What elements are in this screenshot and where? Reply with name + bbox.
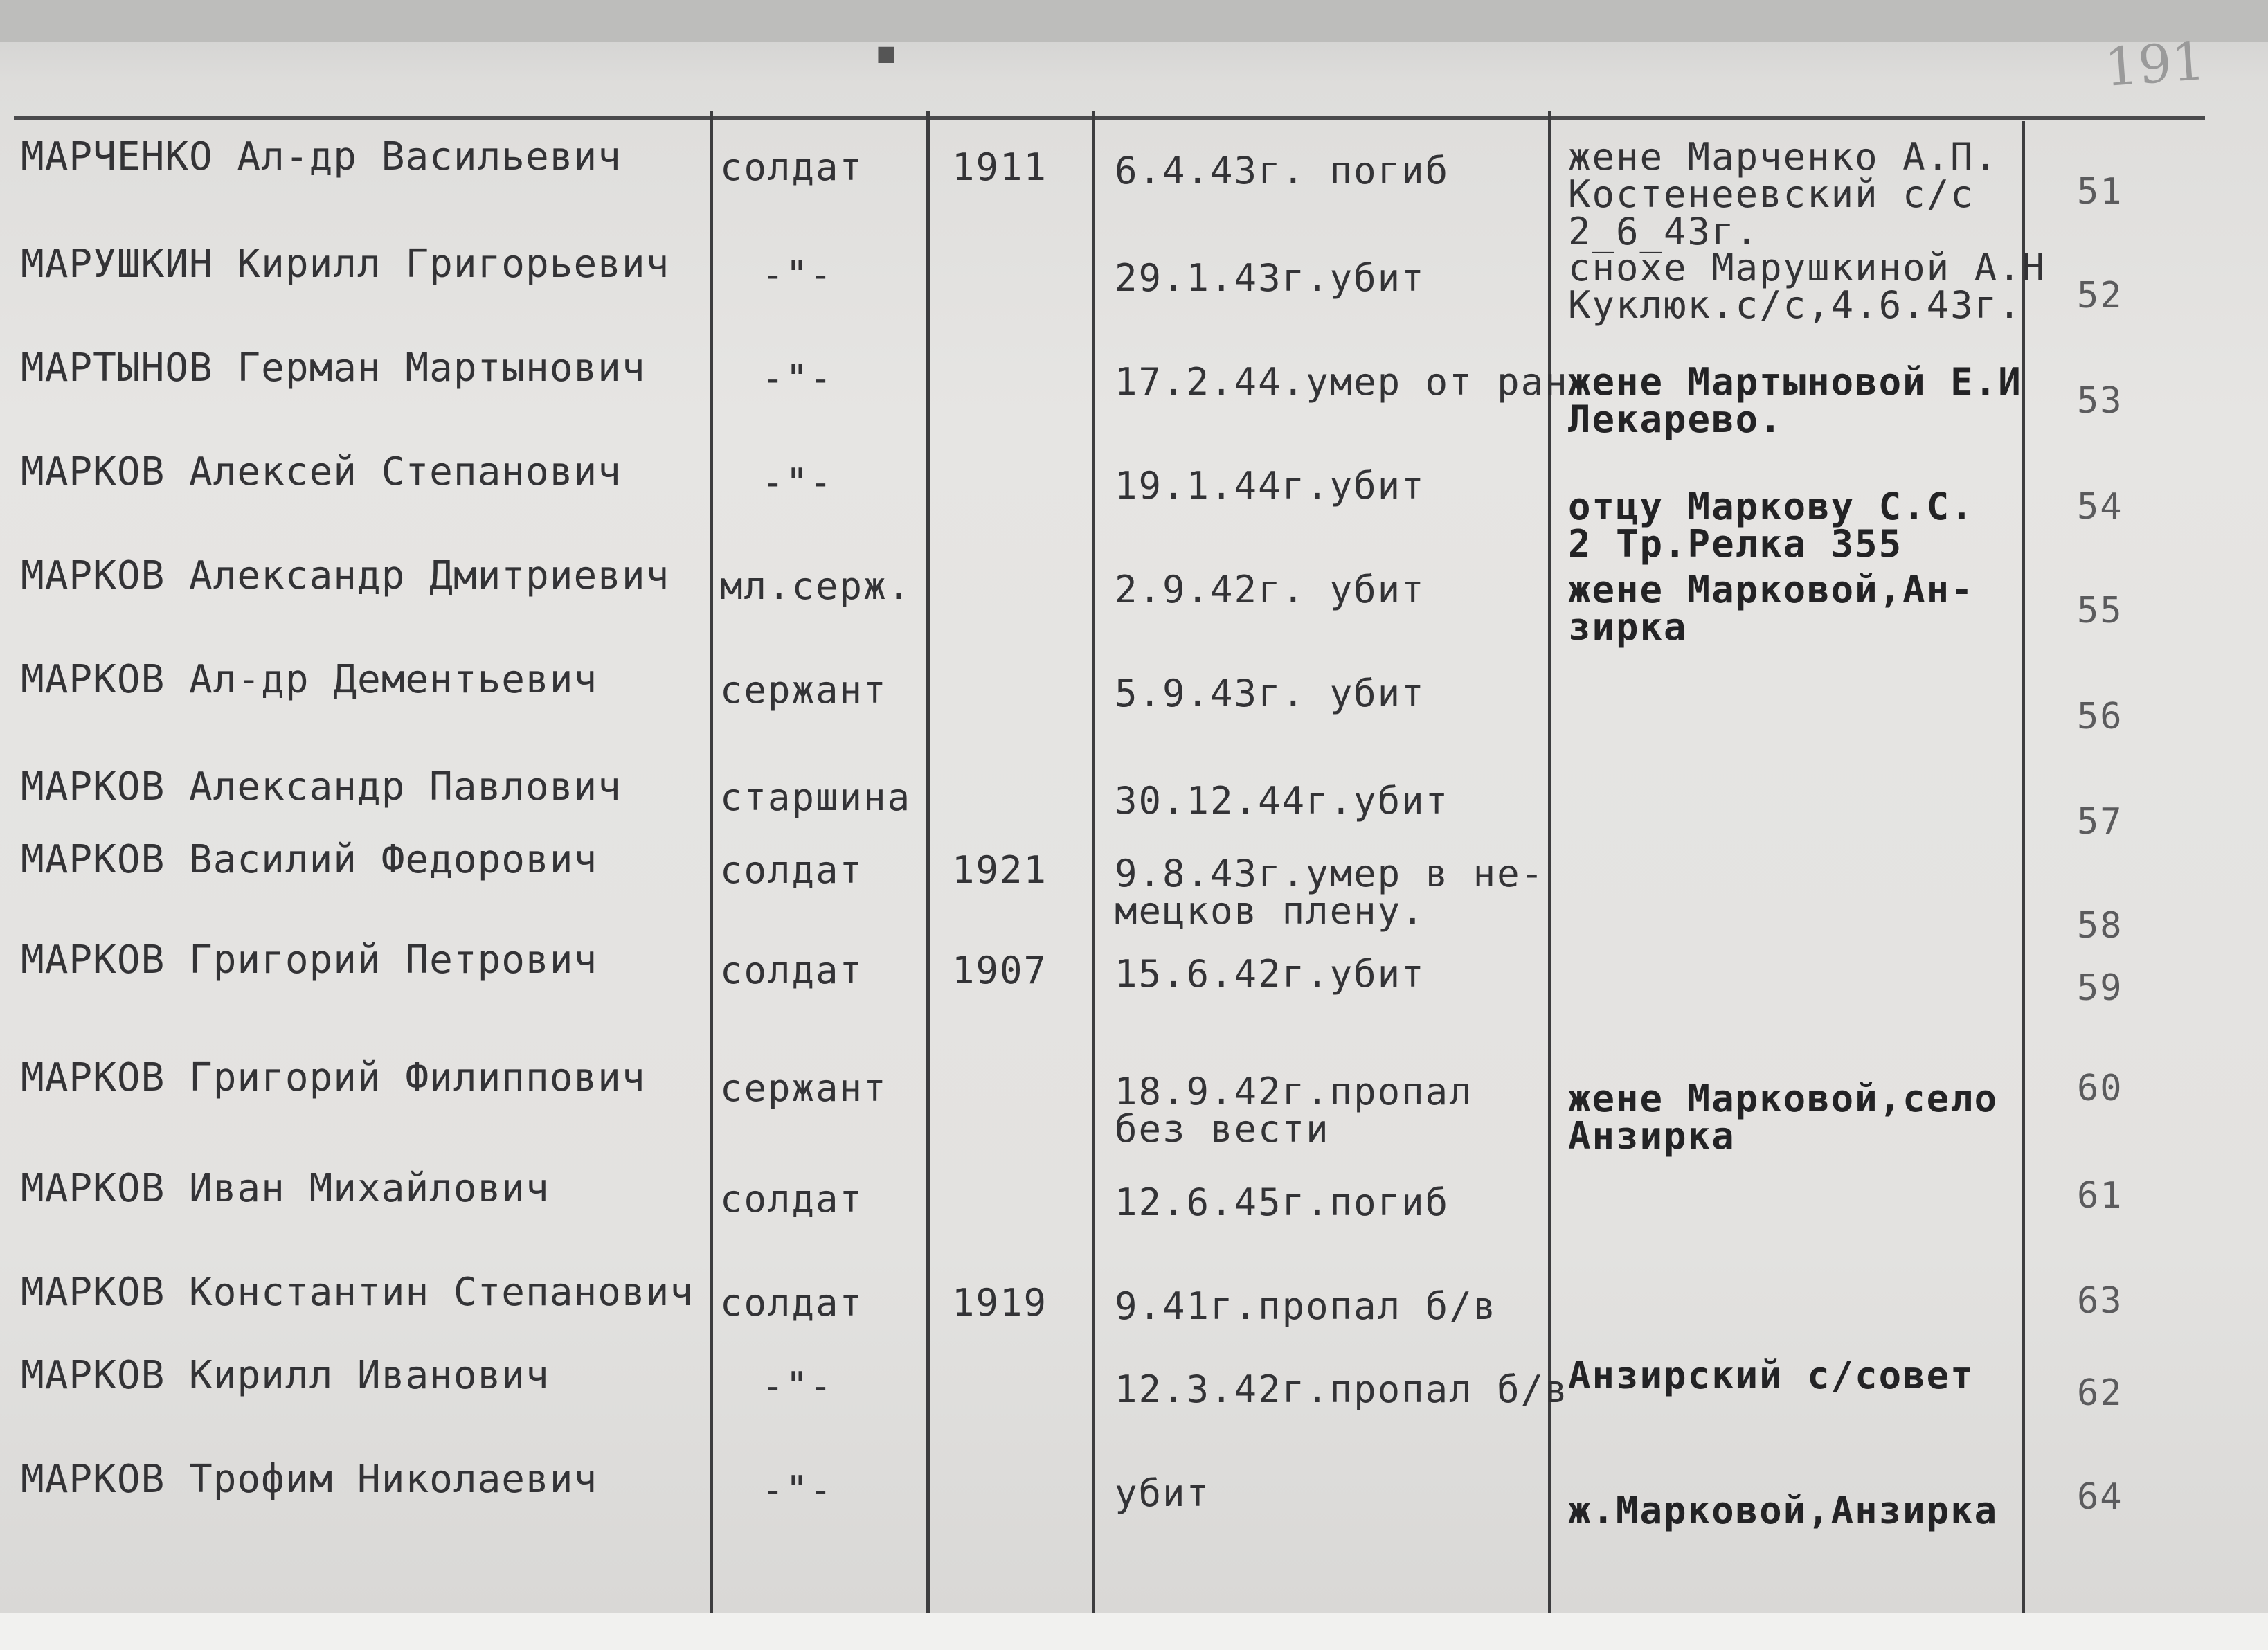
record-number: 57 <box>2077 801 2123 843</box>
person-name: МАРКОВ Александр Павлович <box>21 764 622 809</box>
military-rank: старшина <box>720 775 912 819</box>
record-number: 59 <box>2077 967 2123 1009</box>
record-number: 51 <box>2077 171 2123 213</box>
fate-record: убит <box>1115 1471 1211 1515</box>
ink-dot: ▪ <box>874 28 899 76</box>
fate-record: 30.12.44г.убит <box>1115 779 1450 823</box>
birth-year: 1919 <box>952 1281 1048 1325</box>
record-number: 56 <box>2077 696 2123 737</box>
notification-recipient: снохе Марушкиной А.Н Куклюк.с/с,4.6.43г. <box>1568 246 2046 327</box>
record-number: 60 <box>2077 1068 2123 1109</box>
notification-recipient: жене Марченко А.П. Костенеевский с/с 2_6_43г. <box>1568 135 1999 253</box>
fate-record: 12.3.42г.пропал б/в <box>1115 1367 1569 1411</box>
birth-year: 1921 <box>952 848 1048 892</box>
military-rank: мл.серж. <box>720 564 912 608</box>
birth-year: 1911 <box>952 145 1048 189</box>
person-name: МАРКОВ Алексей Степанович <box>21 449 622 494</box>
military-rank: солдат <box>720 1177 864 1221</box>
record-number: 52 <box>2077 275 2123 316</box>
person-name: МАРТЫНОВ Герман Мартынович <box>21 346 646 391</box>
fate-record: 15.6.42г.убит <box>1115 952 1425 996</box>
person-name: МАРКОВ Григорий Филиппович <box>21 1055 646 1100</box>
notification-recipient: отцу Маркову С.С. 2 Тр.Релка 355 <box>1568 485 1974 566</box>
page-number: 191 <box>2103 30 2207 98</box>
person-name: МАРКОВ Кирилл Иванович <box>21 1353 550 1398</box>
notification-recipient: Анзирский с/совет <box>1568 1354 1974 1397</box>
person-name: МАРКОВ Иван Михайлович <box>21 1166 550 1211</box>
notification-recipient: жене Марковой,село Анзирка <box>1568 1077 1999 1158</box>
person-name: МАРКОВ Григорий Петрович <box>21 938 598 983</box>
fate-record: 17.2.44.умер от ран <box>1115 360 1569 404</box>
person-name: МАРЧЕНКО Ал-др Васильевич <box>21 134 622 179</box>
fate-record: 19.1.44г.убит <box>1115 464 1425 508</box>
notification-recipient: ж.Марковой,Анзирка <box>1568 1489 1999 1532</box>
fate-record: 6.4.43г. погиб <box>1115 149 1450 192</box>
record-number: 61 <box>2077 1175 2123 1217</box>
military-rank: солдат <box>720 949 864 992</box>
military-rank: солдат <box>720 145 864 189</box>
record-number: 64 <box>2077 1476 2123 1518</box>
person-name: МАРКОВ Александр Дмитриевич <box>21 553 670 598</box>
record-number: 54 <box>2077 486 2123 528</box>
person-name: МАРКОВ Ал-др Дементьевич <box>21 657 598 702</box>
military-rank: -"- <box>762 253 834 296</box>
person-name: МАРКОВ Константин Степанович <box>21 1270 694 1315</box>
record-number: 58 <box>2077 905 2123 947</box>
military-rank: солдат <box>720 1281 864 1325</box>
fate-record: 12.6.45г.погиб <box>1115 1181 1450 1224</box>
fate-record: 18.9.42г.пропал без вести <box>1115 1070 1473 1151</box>
notification-recipient: жене Марковой,Ан- зирка <box>1568 568 1974 649</box>
record-number: 62 <box>2077 1372 2123 1414</box>
fate-record: 5.9.43г. убит <box>1115 672 1425 715</box>
fate-record: 2.9.42г. убит <box>1115 568 1425 611</box>
military-rank: -"- <box>762 460 834 504</box>
person-name: МАРКОВ Василий Федорович <box>21 837 598 882</box>
column-divider-number <box>2022 121 2025 1613</box>
record-number: 53 <box>2077 380 2123 422</box>
military-rank: -"- <box>762 357 834 400</box>
notification-recipient: жене Мартыновой Е.И Лекарево. <box>1568 360 2022 441</box>
scan-bottom-edge <box>0 1613 2268 1650</box>
column-divider-year <box>926 111 930 1613</box>
fate-record: 9.8.43г.умер в не- мецков плену. <box>1115 852 1545 933</box>
scan-top-shadow <box>0 0 2268 42</box>
column-divider-rank <box>710 111 713 1613</box>
military-rank: сержант <box>720 668 888 712</box>
military-rank: -"- <box>762 1364 834 1408</box>
person-name: МАРКОВ Трофим Николаевич <box>21 1457 598 1502</box>
fate-record: 29.1.43г.убит <box>1115 256 1425 300</box>
column-divider-fate <box>1092 111 1095 1613</box>
person-name: МАРУШКИН Кирилл Григорьевич <box>21 242 670 287</box>
military-rank: солдат <box>720 848 864 892</box>
military-rank: -"- <box>762 1468 834 1512</box>
military-rank: сержант <box>720 1066 888 1110</box>
table-top-rule <box>14 116 2205 120</box>
record-number: 55 <box>2077 590 2123 631</box>
record-number: 63 <box>2077 1280 2123 1322</box>
birth-year: 1907 <box>952 949 1048 992</box>
fate-record: 9.41г.пропал б/в <box>1115 1284 1497 1328</box>
